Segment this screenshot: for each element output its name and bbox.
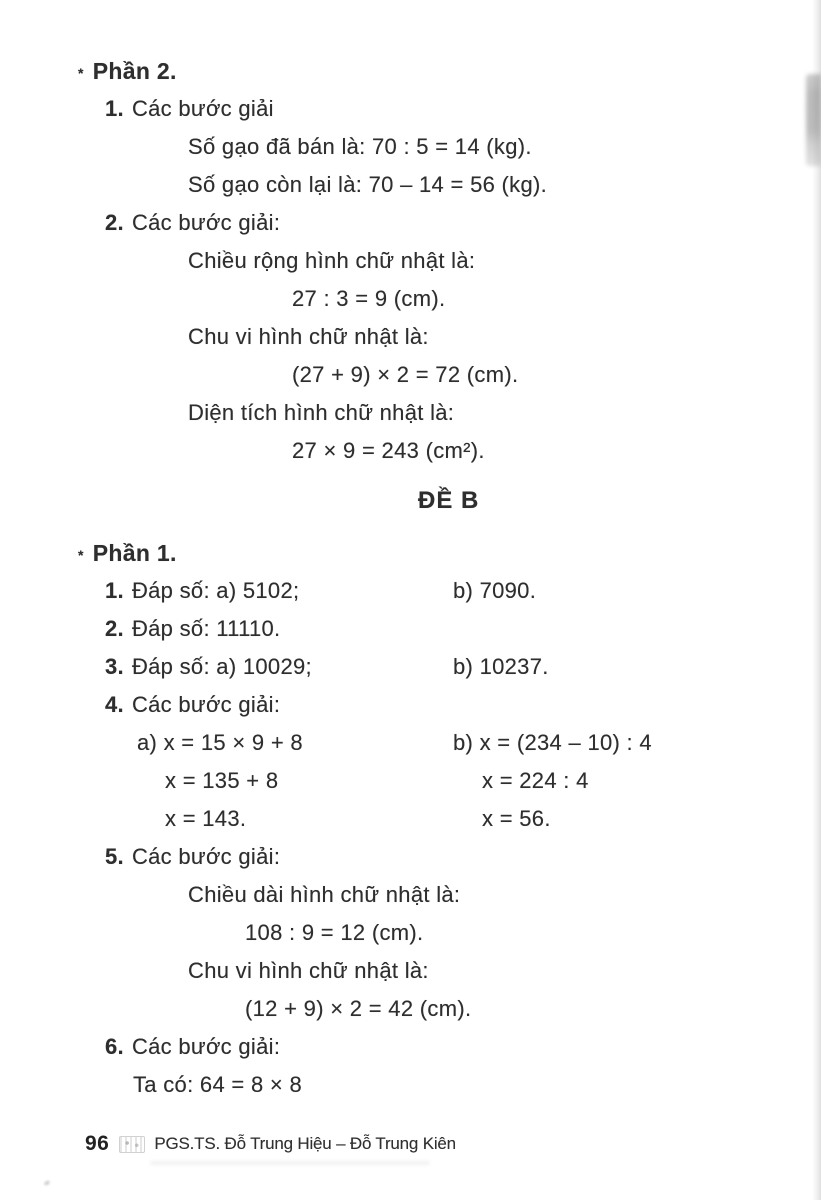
solution-line: Chiều dài hình chữ nhật là:: [188, 882, 461, 907]
equation-line: (27 + 9) × 2 = 72 (cm).: [292, 362, 519, 387]
item-title: Các bước giải:: [131, 1034, 281, 1059]
answer-col-b: b) 10237.: [453, 654, 549, 679]
equation-line: 108 : 9 = 12 (cm).: [245, 920, 424, 945]
equation-col-a: x = 143.: [165, 806, 247, 831]
page-number: 96: [85, 1132, 110, 1155]
publisher-logo-icon: [119, 1136, 145, 1153]
equation-line: 27 × 9 = 243 (cm²).: [292, 438, 485, 463]
section-part2: [0, 52, 821, 470]
section-title-de-b: ĐỀ B: [418, 487, 480, 514]
part1-item6-title: [105, 1028, 821, 1066]
equation-line: 27 : 3 = 9 (cm).: [292, 286, 446, 311]
solution-line: Số gạo còn lại là: 70 – 14 = 56 (kg).: [188, 172, 548, 197]
asterisk-marker: *: [78, 547, 84, 563]
part1-item1: [105, 572, 821, 610]
equation-col-b: x = 56.: [482, 806, 551, 831]
footer-authors: PGS.TS. Đỗ Trung Hiệu – Đỗ Trung Kiên: [154, 1134, 456, 1153]
item-number: 5.: [105, 844, 124, 869]
solution-line: Chiều rộng hình chữ nhật là:: [188, 248, 476, 273]
answer-col-a: [105, 648, 453, 686]
solution-line: Số gạo đã bán là: 70 : 5 = 14 (kg).: [188, 134, 532, 159]
part1-item2: [105, 610, 821, 648]
equation-col-b: b) x = (234 – 10) : 4: [453, 730, 652, 755]
solution-line: Chu vi hình chữ nhật là:: [188, 324, 429, 349]
equation-row: [165, 800, 821, 838]
item-title: Các bước giải: [131, 96, 274, 121]
item-title: Các bước giải:: [131, 844, 281, 869]
scan-artifact-speck: [43, 1180, 50, 1186]
answer-col-a: [105, 572, 453, 610]
part1-item3: [105, 648, 821, 686]
scan-artifact-corner-smudge: [806, 74, 821, 166]
equation-row: [137, 724, 821, 762]
asterisk-marker: *: [78, 65, 84, 81]
page-footer: [85, 1132, 456, 1156]
item-number: 4.: [105, 692, 124, 717]
item-number: 1.: [105, 578, 124, 603]
part1-item5-title: [105, 838, 821, 876]
equation-line: (12 + 9) × 2 = 42 (cm).: [245, 996, 472, 1021]
equation-col-b: x = 224 : 4: [482, 768, 589, 793]
part1-item4-title: [105, 686, 821, 724]
answer-col-b: b) 7090.: [453, 578, 537, 603]
part2-heading: [78, 52, 821, 90]
part1-heading-label: Phần 1.: [92, 540, 177, 566]
item-number: 6.: [105, 1034, 124, 1059]
equation-row: [165, 762, 821, 800]
item-number: 3.: [105, 654, 124, 679]
part2-item2-title: [105, 204, 821, 242]
part2-item1-title: [105, 90, 821, 128]
equation-col-a: a) x = 15 × 9 + 8: [137, 730, 303, 755]
solution-line: Diện tích hình chữ nhật là:: [188, 400, 455, 425]
equation-col-a: x = 135 + 8: [165, 768, 279, 793]
section-part1: [0, 534, 821, 1104]
answer-text: Đáp số: 11110.: [131, 616, 281, 641]
part1-heading: [78, 534, 821, 572]
answer-text: Đáp số: a) 10029;: [131, 654, 312, 679]
solution-line: Chu vi hình chữ nhật là:: [188, 958, 429, 983]
solution-line: Ta có: 64 = 8 × 8: [133, 1072, 302, 1097]
part2-heading-label: Phần 2.: [92, 58, 177, 84]
item-number: 1.: [105, 96, 124, 121]
item-number: 2.: [105, 616, 124, 641]
item-title: Các bước giải:: [131, 692, 281, 717]
item-title: Các bước giải:: [131, 210, 281, 235]
scan-artifact-footer-smudge: [150, 1161, 430, 1165]
answer-text: Đáp số: a) 5102;: [131, 578, 300, 603]
item-number: 2.: [105, 210, 124, 235]
